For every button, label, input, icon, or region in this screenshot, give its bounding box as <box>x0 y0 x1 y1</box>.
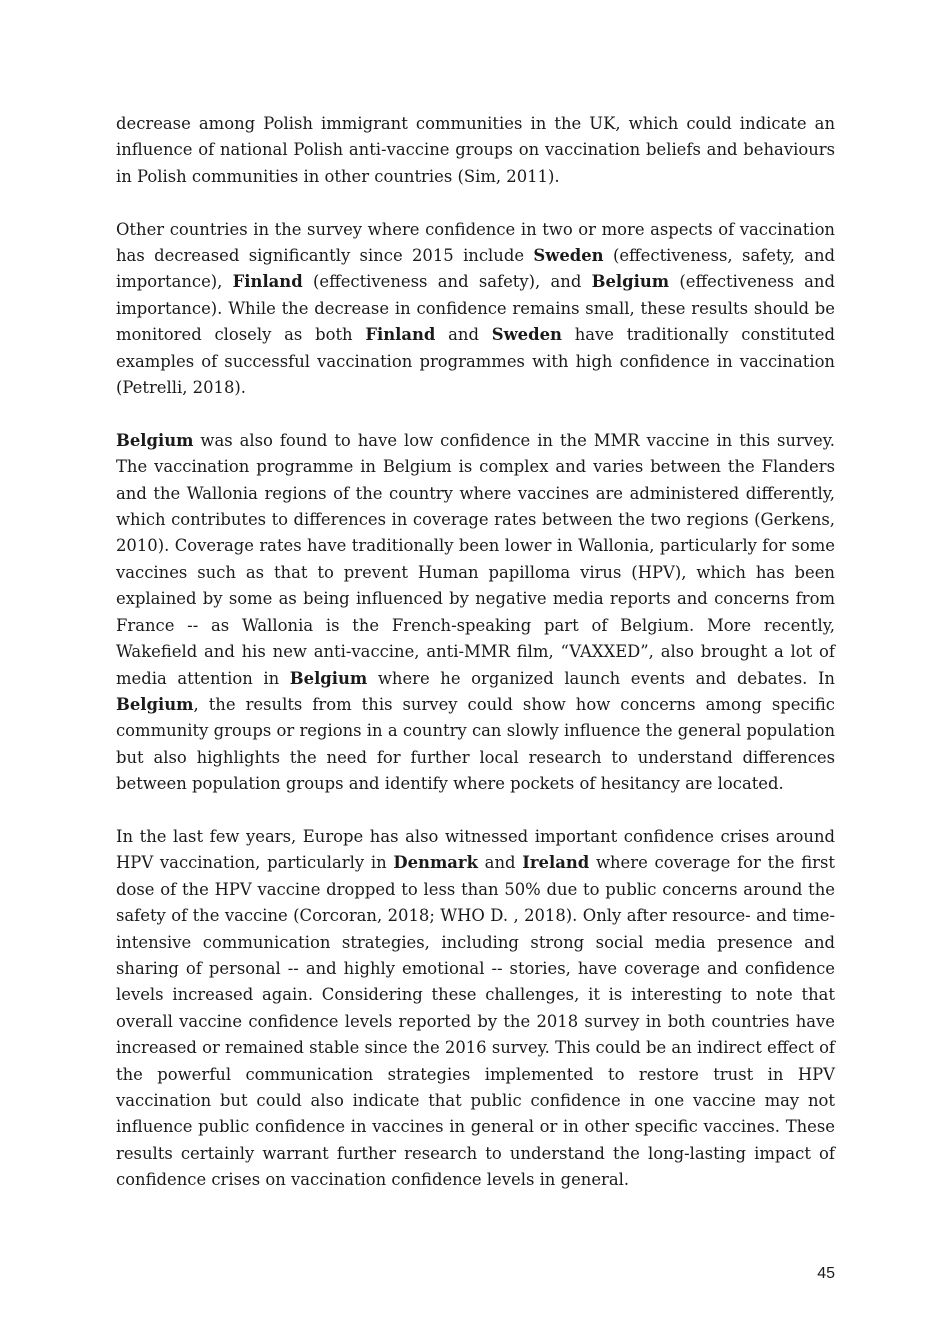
text-run: Other countries in the survey where confidence in two or more aspects of vaccination has decreased significantly since 2015 include <box>116 219 835 266</box>
paragraph <box>116 111 835 190</box>
bold-term: Sweden <box>533 246 604 266</box>
bold-term: Finland <box>365 325 436 345</box>
text-run: In the last few years, Europe has also witnessed important confidence crises around HPV vaccination, particularly in <box>116 826 835 873</box>
bold-term: Ireland <box>522 853 590 873</box>
bold-term: Denmark <box>393 853 478 873</box>
bold-term: Belgium <box>591 272 670 292</box>
paragraph <box>116 824 835 1194</box>
bold-term: Sweden <box>491 325 562 345</box>
paragraph <box>116 217 835 402</box>
paragraph <box>116 428 835 798</box>
text-run: decrease among Polish immigrant communities in the UK, which could indicate an influence of national Polish anti-vaccine groups on vaccination beliefs and behaviours in Polish communities in other countries (Sim, 2011). <box>116 114 835 186</box>
text-run: (effectiveness and importance). While the decrease in confidence remains small, these results should be monitored closely as both <box>116 272 835 345</box>
text-run: where coverage for the first dose of the HPV vaccine dropped to less than 50% due to public concerns around the safety of the vaccine (Corcoran, 2018; WHO D. , 2018). Only after resource- and time-intensive communication strategies, including strong social media presence and sharing of personal -- and highly emotional -- stories, have coverage and confidence levels increased again. Considering these challenges, it is interesting to note that overall vaccine confidence levels reported by the 2018 survey in both countries have increased or remained stable since the 2016 survey. This could be an indirect effect of the powerful communication strategies implemented to restore trust in HPV vaccination but could also indicate that public confidence in one vaccine may not influence public confidence in vaccines in general or in other specific vaccines. These results certainly warrant further research to understand the long-lasting impact of confidence crises on vaccination confidence levels in general. <box>116 853 835 1190</box>
text-run: and <box>477 853 523 873</box>
text-run: was also found to have low confidence in the MMR vaccine in this survey. The vaccination programme in Belgium is complex and varies between the Flanders and the Wallonia regions of the country where vaccines are administered differently, which contributes to differences in coverage rates between the two regions (Gerkens, 2010). Coverage rates have traditionally been lower in Wallonia, particularly for some vaccines such as that to prevent Human papilloma virus (HPV), which has been explained by some as being influenced by negative media reports and concerns from France -- as Wallonia is the French-speaking part of Belgium. More recently, Wakefield and his new anti-vaccine, anti-MMR film, “VAXXED”, also brought a lot of media attention in <box>116 430 835 688</box>
text-run: (effectiveness, safety, and importance), <box>116 246 836 292</box>
bold-term: Belgium <box>116 694 194 714</box>
text-run: have traditionally constituted examples of successful vaccination programmes with high confidence in vaccination (Petrelli, 2018). <box>116 325 835 398</box>
text-run: , the results from this survey could show how concerns among specific community groups or regions in a country can slowly influence the general population but also highlights the need for further local research to understand differences between population groups and identify where pockets of hesitancy are located. <box>116 694 835 794</box>
bold-term: Belgium <box>116 430 194 450</box>
bold-term: Belgium <box>289 668 368 688</box>
page-number: 45 <box>817 1265 835 1282</box>
text-run: (effectiveness and safety), and <box>302 272 592 292</box>
bold-term: Finland <box>232 272 303 292</box>
body-text <box>116 111 835 1220</box>
text-run: and <box>435 325 492 345</box>
text-run: where he organized launch events and debates. In <box>367 668 835 688</box>
